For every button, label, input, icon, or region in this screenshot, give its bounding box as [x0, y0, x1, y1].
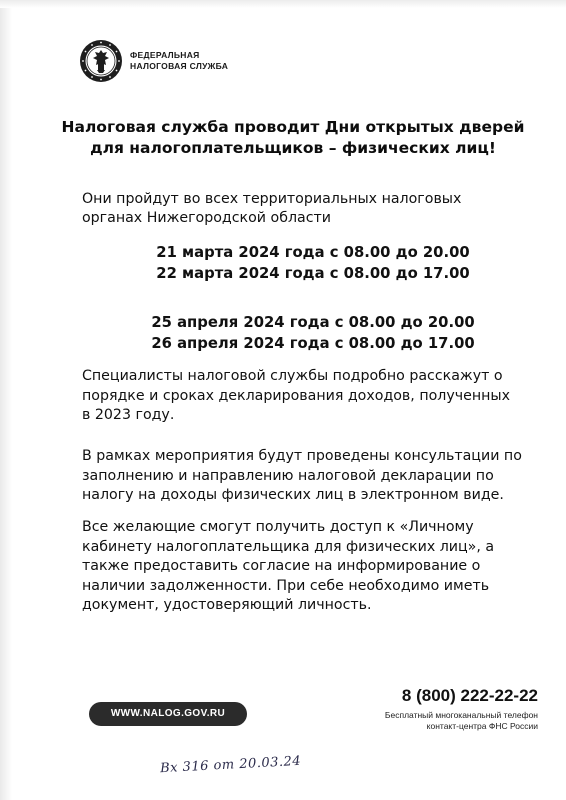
page-title	[60, 117, 526, 159]
paragraph-declaration	[82, 367, 522, 426]
hotline-caption	[330, 710, 538, 732]
paragraph-line: Все желающие смогут получить доступ к «Личному	[82, 519, 474, 535]
april-dates	[30, 312, 566, 354]
handwritten-registration-note: Вх 316 от 20.03.24	[159, 753, 302, 777]
website-link[interactable]: WWW.NALOG.GOV.RU	[89, 702, 247, 726]
date-line: 26 апреля 2024 года с 08.00 до 17.00	[151, 335, 475, 352]
org-name-line1: ФЕДЕРАЛЬНАЯ	[130, 50, 200, 60]
paragraph-line: заполнению и направлению налоговой декларации по	[82, 467, 494, 484]
hotline-caption-line2: контакт-центра ФНС России	[426, 721, 538, 731]
org-name	[130, 50, 228, 72]
intro-text	[82, 190, 512, 228]
hotline-caption-line1: Бесплатный многоканальный телефон	[384, 710, 538, 720]
paragraph-line: налогу на доходы физических лиц в электронном виде.	[82, 487, 504, 503]
hotline-phone[interactable]: 8 (800) 222-22-22	[401, 686, 538, 705]
paragraph-line: порядке и сроках декларирования доходов, полученных	[82, 387, 510, 404]
intro-line1: Они пройдут во всех территориальных налоговых	[82, 191, 462, 207]
paragraph-line: наличии задолженности. При себе необходимо иметь	[82, 577, 490, 594]
page-title-line2: для налогоплательщиков – физических лиц!	[90, 139, 496, 157]
paragraph-line: В рамках мероприятия будут проведены консультации по	[82, 448, 522, 464]
paragraph-line: кабинету налогоплательщика для физических лиц», а	[82, 538, 495, 555]
document-header	[78, 38, 228, 84]
paragraph-personal-account	[82, 518, 522, 616]
paragraph-line: в 2023 году.	[82, 407, 175, 423]
date-line: 22 марта 2024 года с 08.00 до 17.00	[156, 265, 470, 282]
fns-emblem-icon	[78, 38, 124, 84]
intro-line2: органах Нижегородской области	[82, 210, 331, 226]
org-name-line2: НАЛОГОВАЯ СЛУЖБА	[130, 61, 229, 71]
page-title-line1: Налоговая служба проводит Дни открытых дверей	[61, 118, 525, 136]
paragraph-line: документ, удостоверяющий личность.	[82, 597, 372, 613]
date-line: 21 марта 2024 года с 08.00 до 20.00	[156, 244, 470, 261]
paragraph-line: также предоставить согласие на информирование о	[82, 558, 481, 574]
paragraph-line: Специалисты налоговой службы подробно расскажут о	[82, 368, 503, 384]
paragraph-consultations	[82, 447, 522, 506]
march-dates	[30, 242, 566, 284]
date-line: 25 апреля 2024 года с 08.00 до 20.00	[151, 314, 475, 331]
scan-edge-left	[0, 0, 12, 800]
scan-edge-top	[0, 0, 566, 8]
